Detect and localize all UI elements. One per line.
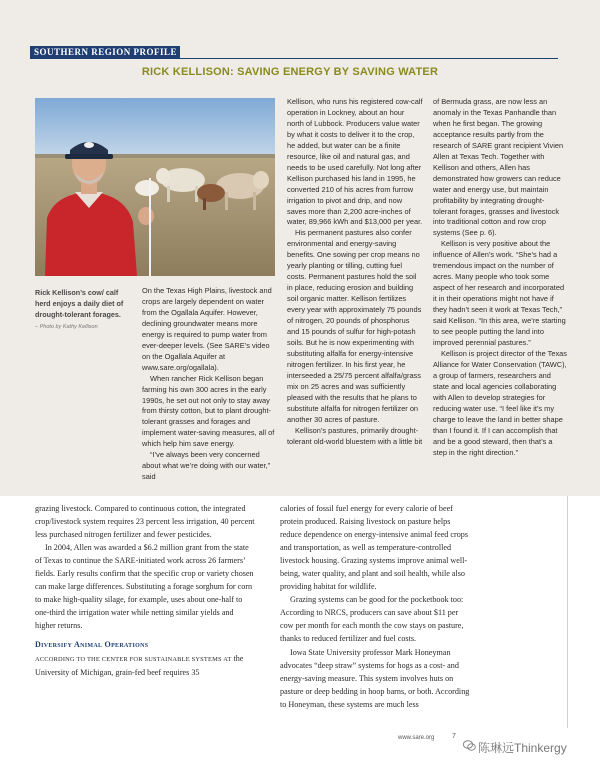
bottom-right-paragraph-3: Iowa State University professor Mark Honeyman advocates “deep straw” systems for hogs as a cost- and energy-saving measure. This system involves huts on pasture or deep bedding in hoop barns, or both. According to Honeyman, these systems are much less (280, 647, 470, 709)
photo-rancher-cattle (35, 98, 275, 276)
bottom-right-paragraph-2: Grazing systems can be good for the pocketbook too: According to NRCS, producers can save about $11 per cow per month for each month the cow stays on pasture, thanks to reduced fertilizer and fuel costs. (280, 595, 464, 644)
header-rule (180, 58, 558, 59)
footer-url[interactable]: www.sare.org (398, 735, 435, 741)
col2-paragraph-3: Kellison’s pastures, primarily drought-tolerant old-world bluestem with a little bit (287, 425, 423, 446)
col1-paragraph-1: On the Texas High Plains, livestock and crops are largely dependent on water from the Ogallala Aquifer. However, declining groundwater means more energy is required to pump water from ever-deeper levels. (See SARE’s video on the Ogallala Aquifer at www.sare.org/ogallala). (142, 286, 272, 372)
lead-caps: ACCORDING TO THE CENTER FOR SUSTAINABLE SYSTEMS AT (35, 655, 232, 663)
column-1 (142, 286, 278, 483)
bottom-right-paragraph-1: calories of fossil fuel energy for every calorie of beef protein produced. Raising livestock on pasture helps reduce dependence on energy-intensive animal feed crops and transportation, as well as temperature-controlled livestock housing. Grazing systems improve animal well-being, water quality, and plant and soil health, while also providing habitat for wildlife. (280, 504, 468, 592)
bottom-column-left (35, 502, 255, 679)
photo-credit: – Photo by Kathy Kellison (35, 324, 98, 330)
page-number: 7 (452, 733, 456, 740)
headline: RICK KELLISON: SAVING ENERGY BY SAVING WATER (141, 66, 439, 78)
subhead-diversify: Diversify Animal Operations (35, 640, 149, 650)
column-3 (433, 97, 567, 458)
bottom-column-right (280, 502, 470, 711)
col1-paragraph-3: “I’ve always been very concerned about what we’re doing with our water,” said (142, 450, 271, 482)
bottom-left-paragraph-2: In 2004, Allen was awarded a $6.2 million grant from the state of Texas to continue the SARE-initiated work across 26 farmers’ fields. Early results confirm that the specific crop or variety chosen can make large differences. Substituting a forage sorghum for corn to make high-quality silage, for example, uses about one-half to one-third the irrigation water while netting similar yields and higher returns. (35, 543, 254, 631)
column-2 (287, 97, 423, 448)
lead-continuation: the University of Michigan, grain-fed beef requires 35 (35, 653, 244, 677)
watermark: 陈琳远Thinkergy (478, 741, 567, 755)
bottom-left-paragraph-3 (35, 652, 255, 679)
side-rule (567, 496, 568, 728)
col3-paragraph-3: Kellison is project director of the Texas Alliance for Water Conservation (TAWC), a group of farmers, researchers and state and local agencies collaborating with Allen to develop strategies for reducing water use. “I feel like it’s my charge to leave the land in better shape than I found it. If I can accomplish that and be a good steward, then that’s a step in the right direction.” (433, 348, 567, 457)
photo-caption (35, 287, 127, 333)
col3-paragraph-2: Kellison is very positive about the influence of Allen’s work. “She’s had a tremendous impact on the number of acres. Many people who took some aspect of her research and incorporated it in their operations might not have if they hadn’t seen it work at Texas Tech,” said Kellison. “In this area, we’re starting to see people putting the land into improved perennial pastures.” (433, 239, 566, 347)
col2-paragraph-2: His permanent pastures also confer environmental and energy-saving benefits. One sowing per crop means no yearly planting or tilling, cutting fuel costs. Permanent pastures hold the soil in place, reducing erosion and building soil organic matter. Kellison fertilizes every year with approximately 75 pounds of nitrogen, 20 pounds of phosphorus and 15 pounds of sulfur for high-potash soils. But he is now experimenting with substituting alfalfa for energy-intensive nitrogen fertilizer. In his first year, he interseeded a 25/75 percent alfalfa/grass mix on 25 acres and was sufficiently pleased with the results that he plans to substitute alfalfa for nitrogen fertilizer on another 30 acres of pasture. (287, 228, 422, 424)
col2-paragraph-1: Kellison, who runs his registered cow-calf operation in Lockney, about an hour north of Lubbock. Producers value water by what it costs to deliver it to the crop, he added, but water can be a finite resource, like oil and natural gas, and needs to be used carefully. Not long after Kellison purchased his land in 1995, he converted 210 of his acres from furrow irrigation to pivot and drip, and now saves more than 2,200 acre-inches of water, 89,966 kWh and $13,000 per year. (287, 97, 423, 227)
col3-paragraph-1: of Bermuda grass, are now less an anomaly in the Texas Panhandle than when he first began. The growing acceptance results partly from the research of SARE grant recipient Vivien Allen at Texas Tech. Together with Kellison and others, Allen has demonstrated how growers can reduce water and energy use, but maintain profitability by integrating drought-tolerant forages, grasses and livestock into traditional cotton and row crop systems (See p. 6). (433, 97, 564, 238)
caption-text: Rick Kellison’s cow/ calf herd enjoys a daily diet of drought-tolerant forages. (35, 288, 124, 319)
bottom-left-paragraph-1: grazing livestock. Compared to continuous cotton, the integrated crop/livestock system requires 23 percent less irrigation, 40 percent less purchased nitrogen fertilizer and fewer pesticides. (35, 504, 255, 540)
col1-paragraph-2: When rancher Rick Kellison began farming his own 300 acres in the early 1990s, he set out not only to stay away from thirsty cotton, but to plant drought-tolerant grasses and forages and implement water-saving measures, all of which help him save energy. (142, 373, 275, 449)
wechat-icon (463, 740, 476, 751)
section-label: SOUTHERN REGION PROFILE (30, 46, 180, 59)
